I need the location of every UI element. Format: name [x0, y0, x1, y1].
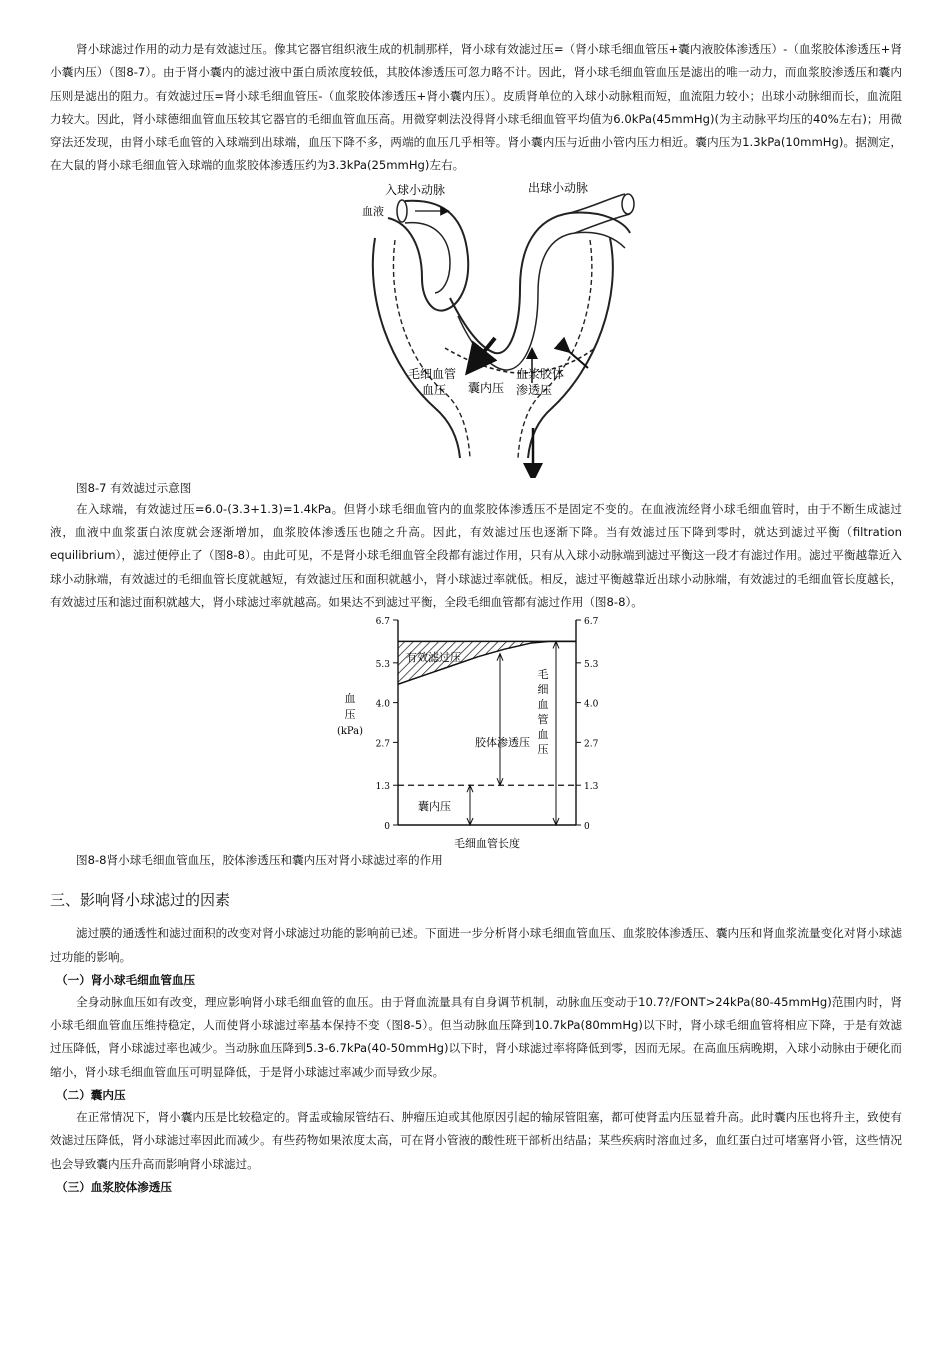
chart-ylabel-left-1: 血: [344, 692, 356, 706]
oncotic-label-1: 血浆胶体: [516, 366, 565, 381]
subheading-3: （三）血浆胶体渗透压: [56, 1179, 172, 1194]
paragraph-4: 全身动脉血压如有改变，理应影响肾小球毛细血管的血压。由于肾血流量具有自身调节机制，动脉血压变动于10.7?/FONT>24kPa(80-45mmHg)范围内时，肾小球毛细血管血压维持稳定，人而使肾小球滤过率基本保持不变（图8-5）。但当动脉血压降到10.7kPa(80mmHg)以下时，肾小球毛细血管将相应下降，于是有效滤过压降低，肾小球滤过率也减少。当动脉血压降到5.3-6.7kPa(40-50mmHg)以下时，肾小球滤过率将降低到零，因而无尿。在高血压病晚期，入球小动脉由于硬化而缩小，肾小球毛细血管血压可明显降低，于是肾小球滤过率减少而导致少尿。: [50, 994, 902, 1079]
chart-tick-label-right: 5.3: [584, 660, 599, 671]
capsule-inner-wall: [393, 240, 591, 458]
chart-tick-label-right: 6.7: [584, 617, 599, 628]
blood-label: 血液: [362, 204, 384, 218]
oncotic-label-2: 渗透压: [516, 382, 553, 397]
figure-8-8: [50, 614, 902, 850]
paragraph-1: 肾小球滤过作用的动力是有效滤过压。像其它器官组织液生成的机制那样，肾小球有效滤过压=（肾小球毛细血管压+囊内液胶体渗透压）-（血浆胶体渗透压+肾小囊内压）（图8-7）。由于肾小囊内的滤过液中蛋白质浓度较低，其胶体渗透压可忽力略不计。因此，肾小球毛细血管血压是滤出的唯一动力，而血浆胶渗透压和囊内压则是滤出的阻力。有效滤过压=肾小球毛细血管压-（血浆胶体渗透压+肾小囊内压）。皮质肾单位的入球小动脉粗而短，血流阻力较小；出球小动脉细而长，血流阻力较大。因此，肾小球德细血管血压较其它器官的毛细血管血压高。用微穿刺法没得肾小球毛细血管平均值为6.0kPa(45mmHg)(为主动脉平均压的40%左右)；用微穿法还发现，由肾小球毛血管的入球端到出球端，血压下降不多，两端的血压几乎相等。肾小囊内压与近曲小管内压力相近。囊内压为1.3kPa(10mmHg)。据测定，在大鼠的肾小球毛细血管入球端的血浆胶体渗透压约为3.3kPa(25mmHg)左右。: [50, 42, 902, 173]
chart-ylabel-right-char: 压: [537, 743, 549, 757]
glomerular-capillary: [450, 212, 630, 353]
chart-ylabel-right-char: 血: [537, 698, 549, 712]
chart-tick-label-left: 0: [384, 822, 390, 833]
figure-8-8-caption: 图8-8肾小球毛细血管血压，胶体渗透压和囊内压对肾小球滤过率的作用: [76, 853, 443, 868]
chart-xlabel: 毛细血管长度: [454, 837, 520, 851]
capillary-pressure-label-1: 毛细血管: [408, 366, 457, 381]
chart-ylabel-right-char: 毛: [537, 668, 549, 682]
chart-ylabel-right-char: 管: [537, 713, 549, 727]
chart-tick-label-right: 0: [584, 822, 590, 833]
colloid-pressure-label: 胶体渗透压: [475, 736, 530, 750]
filtration-equilibrium-chart: [50, 614, 902, 850]
section-3-title: 三、影响肾小球滤过的因素: [50, 891, 231, 910]
chart-tick-label-left: 4.0: [375, 699, 390, 710]
chart-ylabel-right-char: 血: [537, 728, 549, 742]
chart-tick-label-left: 1.3: [375, 782, 390, 793]
paragraph-5: 在正常情况下，肾小囊内压是比较稳定的。肾盂或输尿管结石、肿瘤压迫或其他原因引起的输尿管阻塞，都可使肾盂内压显着升高。此时囊内压也将升主，致使有效滤过压降低，肾小球滤过率因此而减少。有些药物如果浓度太高，可在肾小管液的酸性班干部析出结晶；某些疾病时溶血过多，血红蛋白过可堵塞肾小管，这些情况也会导致囊内压升高而影响肾小球滤过。: [50, 1110, 902, 1171]
capsule-outer-wall: [373, 238, 613, 458]
oncotic-pressure-arrow: [565, 348, 588, 368]
effective-filtration-label: 有效滤过压: [406, 651, 461, 665]
subheading-1: （一）肾小球毛细血管血压: [56, 972, 196, 987]
effective-filtration-diagram: [50, 178, 902, 478]
chart-ylabel-left-3: (kPa): [336, 726, 364, 738]
chart-tick-label-left: 5.3: [375, 660, 390, 671]
chart-tick-label-right: 1.3: [584, 782, 599, 793]
figure-8-7: [50, 178, 902, 478]
figure-8-7-caption: 图8-7 有效滤过示意图: [76, 480, 192, 495]
chart-tick-label-left: 6.7: [375, 617, 390, 628]
document-page: [50, 38, 902, 1198]
subheading-2: （二）囊内压: [56, 1088, 126, 1103]
chart-ylabel-left-2: 压: [344, 708, 356, 722]
paragraph-3: 滤过膜的通透性和滤过面积的改变对肾小球滤过功能的影响前已述。下面进一步分析肾小球毛细血管血压、血浆胶体渗透压、囊内压和肾血浆流量变化对肾小球滤过功能的影响。: [50, 926, 902, 964]
efferent-label: 出球小动脉: [528, 180, 589, 195]
afferent-label: 入球小动脉: [385, 182, 446, 197]
paragraph-2: 在入球端，有效滤过压=6.0-(3.3+1.3)=1.4kPa。但肾小球毛细血管内的血浆胶体渗透压不是固定不变的。在血液流经肾小球毛细血管时，由于不断生成滤过液，血液中血浆蛋白浓度就会逐渐增加，血浆胶体渗透压也随之升高。因此，有效滤过压也逐渐下降。当有效滤过压下降到零时，就达到滤过平衡（filtration equilibrium），滤过便停止了（图8-8）。由此可见，不是肾小球毛细血管全段都有滤过作用，只有从入球小动脉端到滤过平衡这一段才有滤过作用。滤过平衡越靠近入球小动脉端，有效滤过的毛细血管长度就越短，有效滤过压和面积就越小，肾小球滤过率就低。相反，滤过平衡越靠近出球小动脉端，有效滤过的毛细血管长度越长，有效滤过压和滤过面积就越大，肾小球滤过率就越高。如果达不到滤过平衡，全段毛细血管都有滤过作用（图8-8）。: [50, 501, 902, 609]
chart-tick-label-right: 2.7: [584, 739, 599, 750]
capillary-pressure-label-2: 血压: [422, 382, 447, 397]
capsule-pressure-label: 囊内压: [418, 800, 451, 814]
capsule-pressure-label: 囊内压: [468, 380, 505, 395]
chart-ylabel-right-char: 细: [537, 683, 549, 697]
chart-tick-label-left: 2.7: [375, 739, 390, 750]
chart-tick-label-right: 4.0: [584, 699, 599, 710]
